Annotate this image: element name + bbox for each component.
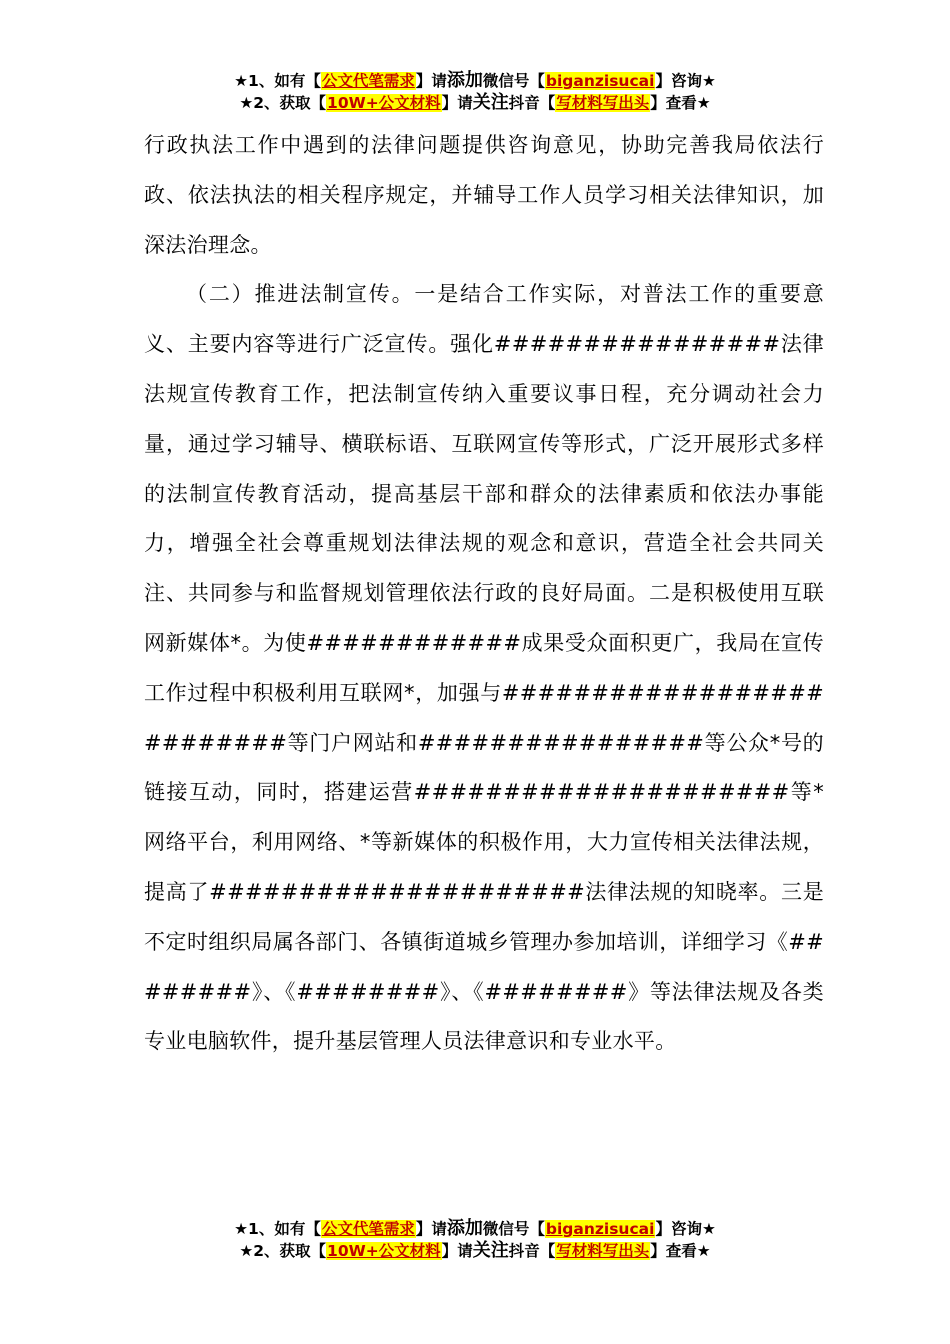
banner-douyin-id: 写材料写出头 xyxy=(556,94,650,112)
banner-wechat-id: biganzisucai xyxy=(545,72,655,90)
banner-text: ★1、如有【 xyxy=(234,72,321,90)
banner-douyin-id: 写材料写出头 xyxy=(556,1242,650,1260)
banner-wechat-id: biganzisucai xyxy=(545,1220,655,1238)
footer-banner-line-1 xyxy=(0,1218,950,1240)
banner-emphasis: 关注 xyxy=(472,1240,509,1261)
banner-text: 微信号【 xyxy=(482,72,545,90)
banner-text: ★2、获取【 xyxy=(239,94,327,112)
banner-text: 】咨询★ xyxy=(655,72,716,90)
paragraph-legal-publicity: （二）推进法制宣传。一是结合工作实际，对普法工作的重要意义、主要内容等进行广泛宣传。强化################法律法规宣传教育工作，把法制宣传纳入重要议事日程，充分调动社会力量，通过学习辅导、横联标语、互联网宣传等形式，广泛开展形式多样的法制宣传教育活动，提高基层干部和群众的法律素质和依法办事能力，增强全社会尊重规划法律法规的观念和意识，营造全社会共同关注、共同参与和监督规划管理依法行政的良好局面。二是积极使用互联网新媒体*。为使############成果受众面积更广，我局在宣传工作过程中积极利用互联网*，加强与##########################等门户网站和################等公众*号的链接互动，同时，搭建运营#####################等*网络平台，利用网络、*等新媒体的积极作用，大力宣传相关法律法规，提高了#####################法律法规的知晓率。三是不定时组织局属各部门、各镇街道城乡管理办参加培训，详细学习《########》、《########》、《########》等法律法规及各类专业电脑软件，提升基层管理人员法律意识和专业水平。 xyxy=(144,282,824,1054)
banner-text: 】请 xyxy=(415,72,447,90)
banner-emphasis: 添加 xyxy=(446,1218,483,1239)
footer-banner-line-2 xyxy=(0,1240,950,1262)
banner-text: ★1、如有【 xyxy=(234,1220,321,1238)
banner-text: 】请 xyxy=(441,1242,473,1260)
paragraph-continuation: 行政执法工作中遇到的法律问题提供咨询意见，协助完善我局依法行政、依法执法的相关程序规定，并辅导工作人员学习相关法律知识，加深法治理念。 xyxy=(144,133,824,257)
banner-text: ★2、获取【 xyxy=(239,1242,327,1260)
banner-text: 微信号【 xyxy=(482,1220,545,1238)
banner-text: 】查看★ xyxy=(650,94,711,112)
header-banner-line-1 xyxy=(0,70,950,92)
footer-banner xyxy=(0,1218,950,1262)
banner-text: 】请 xyxy=(441,94,473,112)
banner-text: 抖音【 xyxy=(508,1242,556,1260)
banner-text: 抖音【 xyxy=(508,94,556,112)
banner-text: 】请 xyxy=(415,1220,447,1238)
banner-text: 】咨询★ xyxy=(655,1220,716,1238)
banner-highlight: 公文代笔需求 xyxy=(321,1220,415,1238)
banner-emphasis: 关注 xyxy=(472,92,509,113)
banner-text: 】查看★ xyxy=(650,1242,711,1260)
banner-emphasis: 添加 xyxy=(446,70,483,91)
banner-highlight: 公文代笔需求 xyxy=(321,72,415,90)
header-banner xyxy=(0,70,950,114)
banner-highlight: 10W+公文材料 xyxy=(327,1242,441,1260)
document-body xyxy=(144,121,824,1067)
header-banner-line-2 xyxy=(0,92,950,114)
banner-highlight: 10W+公文材料 xyxy=(327,94,441,112)
